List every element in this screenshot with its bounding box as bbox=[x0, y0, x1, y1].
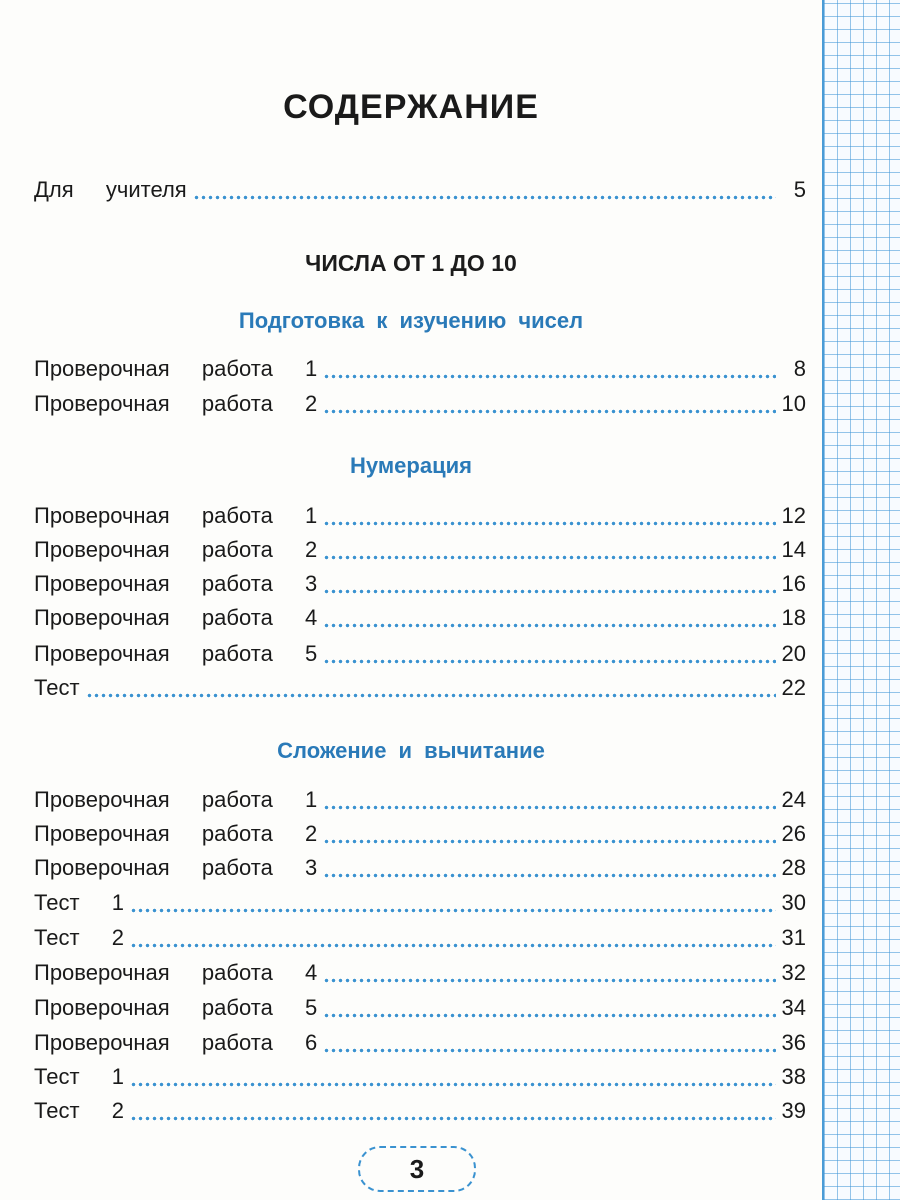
leader-dots bbox=[323, 659, 775, 664]
toc-page: 28 bbox=[781, 855, 806, 880]
page-number-badge bbox=[358, 1146, 476, 1192]
toc-row[interactable] bbox=[34, 890, 806, 920]
toc-row[interactable] bbox=[34, 537, 806, 567]
leader-dots bbox=[323, 1013, 775, 1018]
leader-dots bbox=[323, 839, 775, 844]
toc-label: Тест 1 bbox=[34, 890, 124, 915]
leader-dots bbox=[130, 1116, 776, 1121]
toc-label: Проверочная работа 2 bbox=[34, 537, 318, 562]
toc-row[interactable] bbox=[34, 503, 806, 533]
group-title: Подготовка к изучению чисел bbox=[238, 308, 584, 333]
toc-page: 30 bbox=[781, 890, 806, 915]
toc-page: 14 bbox=[781, 537, 806, 562]
leader-dots bbox=[130, 943, 776, 948]
toc-row[interactable] bbox=[34, 356, 806, 386]
toc-page: 26 bbox=[781, 821, 806, 846]
leader-dots bbox=[323, 555, 775, 560]
toc-label: Тест 2 bbox=[34, 1098, 124, 1123]
toc-label: Проверочная работа 1 bbox=[34, 356, 318, 381]
leader-dots bbox=[323, 805, 775, 810]
toc-page: 16 bbox=[781, 571, 806, 596]
toc-label: Проверочная работа 4 bbox=[34, 605, 318, 630]
toc-page: 18 bbox=[781, 605, 806, 630]
toc-row[interactable] bbox=[34, 571, 806, 601]
toc-page: 20 bbox=[781, 641, 806, 666]
leader-dots bbox=[130, 1082, 776, 1087]
section-title: ЧИСЛА ОТ 1 ДО 10 bbox=[305, 250, 517, 276]
toc-row[interactable] bbox=[34, 675, 806, 705]
toc-label: Тест 2 bbox=[34, 925, 124, 950]
toc-label: Проверочная работа 6 bbox=[34, 1030, 318, 1055]
toc-label: Проверочная работа 4 bbox=[34, 960, 318, 985]
toc-label: Тест 1 bbox=[34, 1064, 124, 1089]
toc-row[interactable] bbox=[34, 391, 806, 421]
toc-page: 12 bbox=[781, 503, 806, 528]
toc-page: 31 bbox=[781, 925, 806, 950]
leader-dots bbox=[323, 623, 775, 628]
toc-page: 38 bbox=[781, 1064, 806, 1089]
toc-label: Проверочная работа 2 bbox=[34, 821, 318, 846]
toc-row[interactable] bbox=[34, 821, 806, 851]
toc-row[interactable] bbox=[34, 855, 806, 885]
leader-dots bbox=[323, 873, 775, 878]
toc-row[interactable] bbox=[34, 1098, 806, 1128]
graph-paper-margin bbox=[822, 0, 900, 1200]
toc-page: 10 bbox=[781, 391, 806, 416]
page-number: 3 bbox=[409, 1153, 425, 1184]
toc-label: Для учителя bbox=[34, 177, 187, 202]
toc-row[interactable] bbox=[34, 641, 806, 671]
toc-row[interactable] bbox=[34, 960, 806, 990]
toc-page: 34 bbox=[781, 995, 806, 1020]
toc-page: 39 bbox=[781, 1098, 806, 1123]
group-title: Сложение и вычитание bbox=[277, 738, 545, 763]
toc-label: Проверочная работа 2 bbox=[34, 391, 318, 416]
group-title: Нумерация bbox=[350, 453, 472, 478]
toc-label: Проверочная работа 5 bbox=[34, 641, 318, 666]
toc-page: 5 bbox=[793, 177, 806, 202]
toc-label: Проверочная работа 1 bbox=[34, 503, 318, 528]
toc-page: 32 bbox=[781, 960, 806, 985]
toc-row[interactable] bbox=[34, 605, 806, 635]
toc-label: Проверочная работа 3 bbox=[34, 855, 318, 880]
toc-page: 36 bbox=[781, 1030, 806, 1055]
leader-dots bbox=[323, 374, 776, 379]
toc-page: 24 bbox=[781, 787, 806, 812]
toc-page: 22 bbox=[781, 675, 806, 700]
toc-row[interactable] bbox=[34, 1030, 806, 1060]
toc-label: Тест bbox=[34, 675, 80, 700]
toc-label: Проверочная работа 1 bbox=[34, 787, 318, 812]
leader-dots bbox=[193, 195, 776, 200]
leader-dots bbox=[323, 1048, 775, 1053]
page-title: СОДЕРЖАНИЕ bbox=[283, 88, 539, 126]
toc-label: Проверочная работа 3 bbox=[34, 571, 318, 596]
leader-dots bbox=[323, 521, 775, 526]
leader-dots bbox=[323, 978, 775, 983]
toc-row[interactable] bbox=[34, 1064, 806, 1094]
leader-dots bbox=[323, 409, 775, 414]
toc-row-intro[interactable] bbox=[34, 177, 806, 207]
toc-row[interactable] bbox=[34, 925, 806, 955]
toc-row[interactable] bbox=[34, 995, 806, 1025]
toc-page: 8 bbox=[793, 356, 806, 381]
leader-dots bbox=[323, 589, 775, 594]
leader-dots bbox=[86, 693, 776, 698]
leader-dots bbox=[130, 908, 776, 913]
toc-label: Проверочная работа 5 bbox=[34, 995, 318, 1020]
toc-row[interactable] bbox=[34, 787, 806, 817]
